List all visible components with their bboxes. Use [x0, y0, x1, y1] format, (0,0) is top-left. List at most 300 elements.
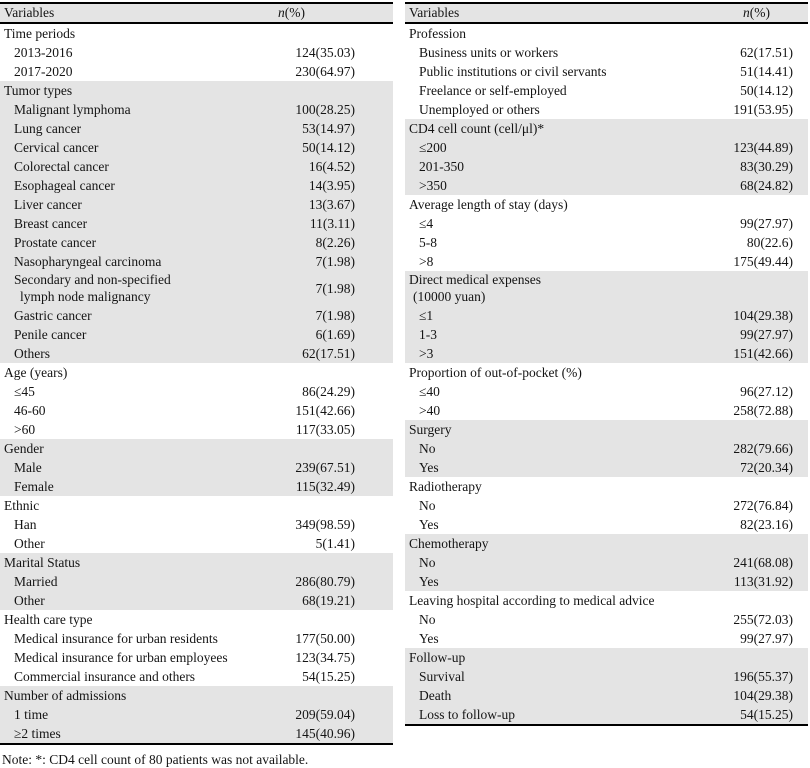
- row-label: [405, 667, 465, 686]
- row-label: [405, 439, 436, 458]
- row-value: 113(31.92): [733, 574, 793, 589]
- section-title-line: Age (years): [4, 365, 68, 380]
- section-title-line: CD4 cell count (cell/μl)*: [409, 121, 545, 136]
- row-label: [0, 233, 96, 252]
- row-label-line: Medical insurance for urban residents: [14, 631, 218, 646]
- row-label: [405, 176, 447, 195]
- row-label: [405, 572, 439, 591]
- section-title-row: [405, 119, 808, 138]
- table-row: [0, 572, 393, 591]
- row-label-line: 2013-2016: [14, 45, 73, 60]
- table-section: [0, 496, 393, 553]
- section-title-row: [0, 686, 393, 705]
- table-row: [405, 439, 808, 458]
- n-symbol: n: [743, 5, 750, 20]
- table-row: [0, 43, 393, 62]
- table-row: [405, 572, 808, 591]
- row-label: [0, 420, 35, 439]
- section-title: [0, 496, 39, 515]
- table-row: [0, 271, 393, 306]
- section-title-line: Gender: [4, 441, 44, 456]
- row-label: [405, 629, 439, 648]
- row-label: [0, 325, 86, 344]
- section-title-line: Health care type: [4, 612, 93, 627]
- section-title-line: Proportion of out-of-pocket (%): [409, 365, 582, 380]
- row-value: 349(98.59): [295, 517, 355, 532]
- row-label: [0, 724, 61, 743]
- section-title-row: [405, 420, 808, 439]
- row-label-line: No: [419, 441, 436, 456]
- row-label: [0, 157, 109, 176]
- row-label-line: Yes: [419, 517, 439, 532]
- row-label-line: Colorectal cancer: [14, 159, 109, 174]
- row-label-line: >350: [419, 178, 447, 193]
- section-title-line2: (10000 yuan): [413, 288, 486, 304]
- row-label: [0, 629, 218, 648]
- row-label-line: Penile cancer: [14, 327, 87, 342]
- row-value: 191(53.95): [733, 102, 793, 117]
- section-title: [405, 648, 465, 667]
- row-label-line: Prostate cancer: [14, 235, 97, 250]
- section-title-line: Leaving hospital according to medical advice: [409, 593, 655, 608]
- row-label-line2: lymph node malignancy: [20, 288, 151, 304]
- row-label: [405, 43, 558, 62]
- section-title: [405, 119, 544, 138]
- table-row: [405, 252, 808, 271]
- row-label: [0, 344, 50, 363]
- table-section: [405, 195, 808, 271]
- section-title: [0, 686, 126, 705]
- row-label-line: 5-8: [419, 235, 437, 250]
- row-value: 272(76.84): [733, 498, 793, 513]
- row-label: [0, 705, 48, 724]
- table-row: [405, 214, 808, 233]
- section-title-row: [405, 534, 808, 553]
- section-title-line: Follow-up: [409, 650, 466, 665]
- section-title-row: [405, 363, 808, 382]
- section-title-line: Radiotherapy: [409, 479, 482, 494]
- table-section: [405, 119, 808, 195]
- section-title-line: Chemotherapy: [409, 536, 489, 551]
- table-row: [0, 420, 393, 439]
- table-row: [405, 515, 808, 534]
- column-header-n-percent: [278, 5, 393, 21]
- section-title-row: [405, 24, 808, 43]
- row-value: 286(80.79): [295, 574, 355, 589]
- row-label: [405, 62, 607, 81]
- row-value: 117(33.05): [295, 422, 355, 437]
- column-header-n-percent: [743, 5, 808, 21]
- table-row: [405, 629, 808, 648]
- row-label-line: ≥2 times: [14, 726, 61, 741]
- row-label: [0, 100, 131, 119]
- row-label: [0, 401, 46, 420]
- table-row: [0, 325, 393, 344]
- table-section: [405, 648, 808, 724]
- row-label-line: Liver cancer: [14, 197, 82, 212]
- row-value: 13(3.67): [308, 197, 355, 212]
- row-label: [0, 534, 45, 553]
- row-label-line: >60: [14, 422, 36, 437]
- row-value: 96(27.12): [740, 384, 793, 399]
- row-value: 5(1.41): [315, 536, 355, 551]
- table-row: [0, 176, 393, 195]
- row-label: [0, 667, 195, 686]
- row-value: 11(3.11): [309, 216, 355, 231]
- table-section: [405, 363, 808, 420]
- section-title-line: Tumor types: [4, 83, 73, 98]
- section-title: [405, 195, 568, 214]
- row-value: 80(22.6): [746, 235, 793, 250]
- table-section: [0, 553, 393, 610]
- table-row: [0, 252, 393, 271]
- row-label: [0, 572, 57, 591]
- row-label-line: Esophageal cancer: [14, 178, 115, 193]
- row-value: 50(14.12): [740, 83, 793, 98]
- row-value: 83(30.29): [740, 159, 793, 174]
- section-title: [405, 420, 452, 439]
- row-value: 82(23.16): [740, 517, 793, 532]
- table-section: [0, 363, 393, 439]
- n-symbol: n: [278, 5, 285, 20]
- row-label: [0, 43, 73, 62]
- row-value: 104(29.38): [733, 308, 793, 323]
- row-value: 209(59.04): [295, 707, 355, 722]
- row-value: 175(49.44): [733, 254, 793, 269]
- row-value: 115(32.49): [295, 479, 355, 494]
- row-value: 100(28.25): [295, 102, 355, 117]
- table-row: [405, 306, 808, 325]
- row-label: [405, 157, 464, 176]
- row-value: 54(15.25): [302, 669, 355, 684]
- row-label-line: Unemployed or others: [419, 102, 540, 117]
- section-title-row: [405, 477, 808, 496]
- row-label: [405, 401, 440, 420]
- n-suffix: (%): [749, 5, 770, 20]
- table-row: [405, 382, 808, 401]
- row-label-line: Death: [419, 688, 452, 703]
- row-label: [405, 496, 436, 515]
- row-value: 124(35.03): [295, 45, 355, 60]
- row-label: [0, 138, 98, 157]
- row-label-line: 46-60: [14, 403, 46, 418]
- row-label-line: Yes: [419, 631, 439, 646]
- row-value: 68(19.21): [302, 593, 355, 608]
- table-row: [405, 496, 808, 515]
- column-header-variables: Variables: [4, 5, 55, 20]
- row-value: 16(4.52): [308, 159, 355, 174]
- row-label: [0, 252, 161, 271]
- row-label-line: Commercial insurance and others: [14, 669, 196, 684]
- row-value: 99(27.97): [740, 327, 793, 342]
- row-value: 62(17.51): [302, 346, 355, 361]
- section-title-row: [0, 81, 393, 100]
- row-label: [0, 271, 171, 306]
- table-row: [405, 138, 808, 157]
- row-label-line: Married: [14, 574, 58, 589]
- table-header: [0, 4, 393, 24]
- row-value: 50(14.12): [302, 140, 355, 155]
- row-label-line: Nasopharyngeal carcinoma: [14, 254, 162, 269]
- section-title-line: Profession: [409, 26, 466, 41]
- row-value: 241(68.08): [733, 555, 793, 570]
- characteristics-table-right: [405, 2, 808, 726]
- section-title-row: [0, 553, 393, 572]
- table-row: [0, 515, 393, 534]
- table-section: [0, 81, 393, 363]
- row-label: [405, 100, 540, 119]
- table-row: [0, 705, 393, 724]
- row-label: [405, 325, 437, 344]
- table-row: [0, 157, 393, 176]
- row-label-line: ≤4: [419, 216, 434, 231]
- row-value: 196(55.37): [733, 669, 793, 684]
- row-label-line: Survival: [419, 669, 465, 684]
- table-section: [405, 591, 808, 648]
- table-row: [405, 553, 808, 572]
- table-row: [405, 157, 808, 176]
- row-label-line: 201-350: [419, 159, 464, 174]
- section-title: [405, 24, 466, 43]
- row-label-line: No: [419, 612, 436, 627]
- row-label: [0, 648, 228, 667]
- row-label: [0, 515, 37, 534]
- table-row: [0, 138, 393, 157]
- section-title: [0, 81, 72, 100]
- row-label-line: ≤200: [419, 140, 447, 155]
- row-label-line: ≤1: [419, 308, 434, 323]
- row-value: 7(1.98): [315, 308, 355, 323]
- table-row: [0, 458, 393, 477]
- table-row: [0, 534, 393, 553]
- table-row: [0, 477, 393, 496]
- row-label: [0, 458, 42, 477]
- table-row: [405, 43, 808, 62]
- section-title-line: Ethnic: [4, 498, 40, 513]
- row-label-line: Breast cancer: [14, 216, 88, 231]
- table-row: [405, 610, 808, 629]
- table-row: [405, 667, 808, 686]
- row-label: [405, 81, 567, 100]
- table-row: [405, 458, 808, 477]
- section-title: [405, 477, 482, 496]
- row-label: [405, 214, 433, 233]
- row-value: 123(44.89): [733, 140, 793, 155]
- row-value: 282(79.66): [733, 441, 793, 456]
- section-title-line: Number of admissions: [4, 688, 127, 703]
- row-label-line: Freelance or self-employed: [419, 83, 567, 98]
- n-suffix: (%): [284, 5, 305, 20]
- row-label: [405, 306, 433, 325]
- section-title: [405, 534, 488, 553]
- row-label: [405, 138, 447, 157]
- row-value: 255(72.03): [733, 612, 793, 627]
- section-title: [405, 363, 582, 382]
- table-row: [0, 382, 393, 401]
- characteristics-table-left: [0, 2, 393, 745]
- row-value: 177(50.00): [295, 631, 355, 646]
- row-label: [0, 176, 115, 195]
- table-row: [0, 591, 393, 610]
- row-label-line: Loss to follow-up: [419, 707, 515, 722]
- table-row: [0, 667, 393, 686]
- section-title: [405, 591, 655, 610]
- row-value: 104(29.38): [733, 688, 793, 703]
- row-label-line: Secondary and non-specified: [14, 272, 171, 287]
- row-label-line: ≤40: [419, 384, 440, 399]
- section-title-row: [405, 591, 808, 610]
- row-label: [405, 382, 440, 401]
- row-label-line: Others: [14, 346, 50, 361]
- section-title: [0, 24, 75, 43]
- section-title-row: [0, 496, 393, 515]
- table-row: [0, 195, 393, 214]
- table-section: [405, 534, 808, 591]
- row-label-line: Female: [14, 479, 54, 494]
- section-title: [405, 271, 541, 306]
- row-label: [0, 591, 45, 610]
- row-label: [0, 382, 35, 401]
- table-row: [405, 344, 808, 363]
- row-value: 7(1.98): [315, 281, 355, 296]
- row-label: [405, 344, 433, 363]
- row-value: 62(17.51): [740, 45, 793, 60]
- row-label-line: >3: [419, 346, 434, 361]
- table-row: [405, 176, 808, 195]
- row-label-line: Business units or workers: [419, 45, 559, 60]
- section-title-row: [0, 24, 393, 43]
- row-value: 86(24.29): [302, 384, 355, 399]
- row-value: 151(42.66): [733, 346, 793, 361]
- row-value: 72(20.34): [740, 460, 793, 475]
- row-label: [0, 214, 87, 233]
- table-row: [0, 100, 393, 119]
- row-value: 123(34.75): [295, 650, 355, 665]
- row-label-line: Yes: [419, 460, 439, 475]
- table-section: [405, 24, 808, 119]
- section-title-row: [0, 439, 393, 458]
- row-value: 53(14.97): [302, 121, 355, 136]
- table-section: [0, 686, 393, 743]
- row-label: [0, 306, 92, 325]
- table-row: [405, 705, 808, 724]
- section-title: [0, 553, 80, 572]
- table-row: [0, 648, 393, 667]
- table-section: [405, 477, 808, 534]
- section-title: [0, 363, 67, 382]
- row-label-line: >40: [419, 403, 441, 418]
- table-section: [405, 420, 808, 477]
- table-row: [405, 100, 808, 119]
- section-title-row: [0, 363, 393, 382]
- row-label: [0, 195, 82, 214]
- row-label-line: Lung cancer: [14, 121, 82, 136]
- section-title-row: [0, 610, 393, 629]
- tables-container: [0, 2, 810, 745]
- row-label-line: Medical insurance for urban employees: [14, 650, 228, 665]
- section-title-row: [405, 271, 808, 306]
- row-label-line: Gastric cancer: [14, 308, 92, 323]
- row-label-line: Malignant lymphoma: [14, 102, 131, 117]
- row-label: [405, 610, 436, 629]
- row-label-line: >8: [419, 254, 434, 269]
- table-row: [0, 233, 393, 252]
- table-note: Note: *: CD4 cell count of 80 patients was not available.: [2, 752, 309, 767]
- row-label-line: Yes: [419, 574, 439, 589]
- section-title-line: Time periods: [4, 26, 76, 41]
- table-row: [0, 62, 393, 81]
- section-title-line: Marital Status: [4, 555, 81, 570]
- row-value: 258(72.88): [733, 403, 793, 418]
- table-row: [405, 62, 808, 81]
- row-label: [0, 119, 81, 138]
- column-header-variables: Variables: [409, 5, 460, 20]
- table-row: [405, 401, 808, 420]
- row-value: 51(14.41): [740, 64, 793, 79]
- row-label-line: 1 time: [14, 707, 49, 722]
- row-label: [405, 705, 515, 724]
- table-section: [0, 24, 393, 81]
- row-label-line: Other: [14, 593, 45, 608]
- table-header: [405, 4, 808, 24]
- section-title-line: Average length of stay (days): [409, 197, 568, 212]
- section-title-line: Surgery: [409, 422, 452, 437]
- row-label-line: No: [419, 555, 436, 570]
- table-section: [0, 610, 393, 686]
- row-label: [405, 458, 439, 477]
- row-label: [0, 477, 54, 496]
- row-label-line: ≤45: [14, 384, 35, 399]
- row-value: 54(15.25): [740, 707, 793, 722]
- table-row: [0, 629, 393, 648]
- row-label: [0, 62, 73, 81]
- row-value: 145(40.96): [295, 726, 355, 741]
- row-label: [405, 553, 436, 572]
- table-row: [0, 344, 393, 363]
- section-title-row: [405, 648, 808, 667]
- row-label-line: Other: [14, 536, 45, 551]
- section-title: [0, 610, 92, 629]
- row-value: 8(2.26): [315, 235, 355, 250]
- table-row: [0, 306, 393, 325]
- table-row: [0, 401, 393, 420]
- section-title: [0, 439, 44, 458]
- table-section: [0, 439, 393, 496]
- row-label: [405, 515, 439, 534]
- table-row: [0, 214, 393, 233]
- row-value: 14(3.95): [308, 178, 355, 193]
- row-label-line: Public institutions or civil servants: [419, 64, 607, 79]
- row-label-line: Han: [14, 517, 37, 532]
- row-label-line: 1-3: [419, 327, 437, 342]
- row-label-line: No: [419, 498, 436, 513]
- table-section: [405, 271, 808, 363]
- row-value: 99(27.97): [740, 216, 793, 231]
- table-row: [0, 119, 393, 138]
- table-row: [405, 81, 808, 100]
- table-row: [405, 686, 808, 705]
- row-label: [405, 233, 437, 252]
- row-value: 151(42.66): [295, 403, 355, 418]
- row-value: 7(1.98): [315, 254, 355, 269]
- row-value: 68(24.82): [740, 178, 793, 193]
- row-value: 99(27.97): [740, 631, 793, 646]
- table-row: [0, 724, 393, 743]
- section-title-line: Direct medical expenses: [409, 272, 541, 287]
- row-value: 6(1.69): [315, 327, 355, 342]
- row-label-line: 2017-2020: [14, 64, 73, 79]
- row-value: 239(67.51): [295, 460, 355, 475]
